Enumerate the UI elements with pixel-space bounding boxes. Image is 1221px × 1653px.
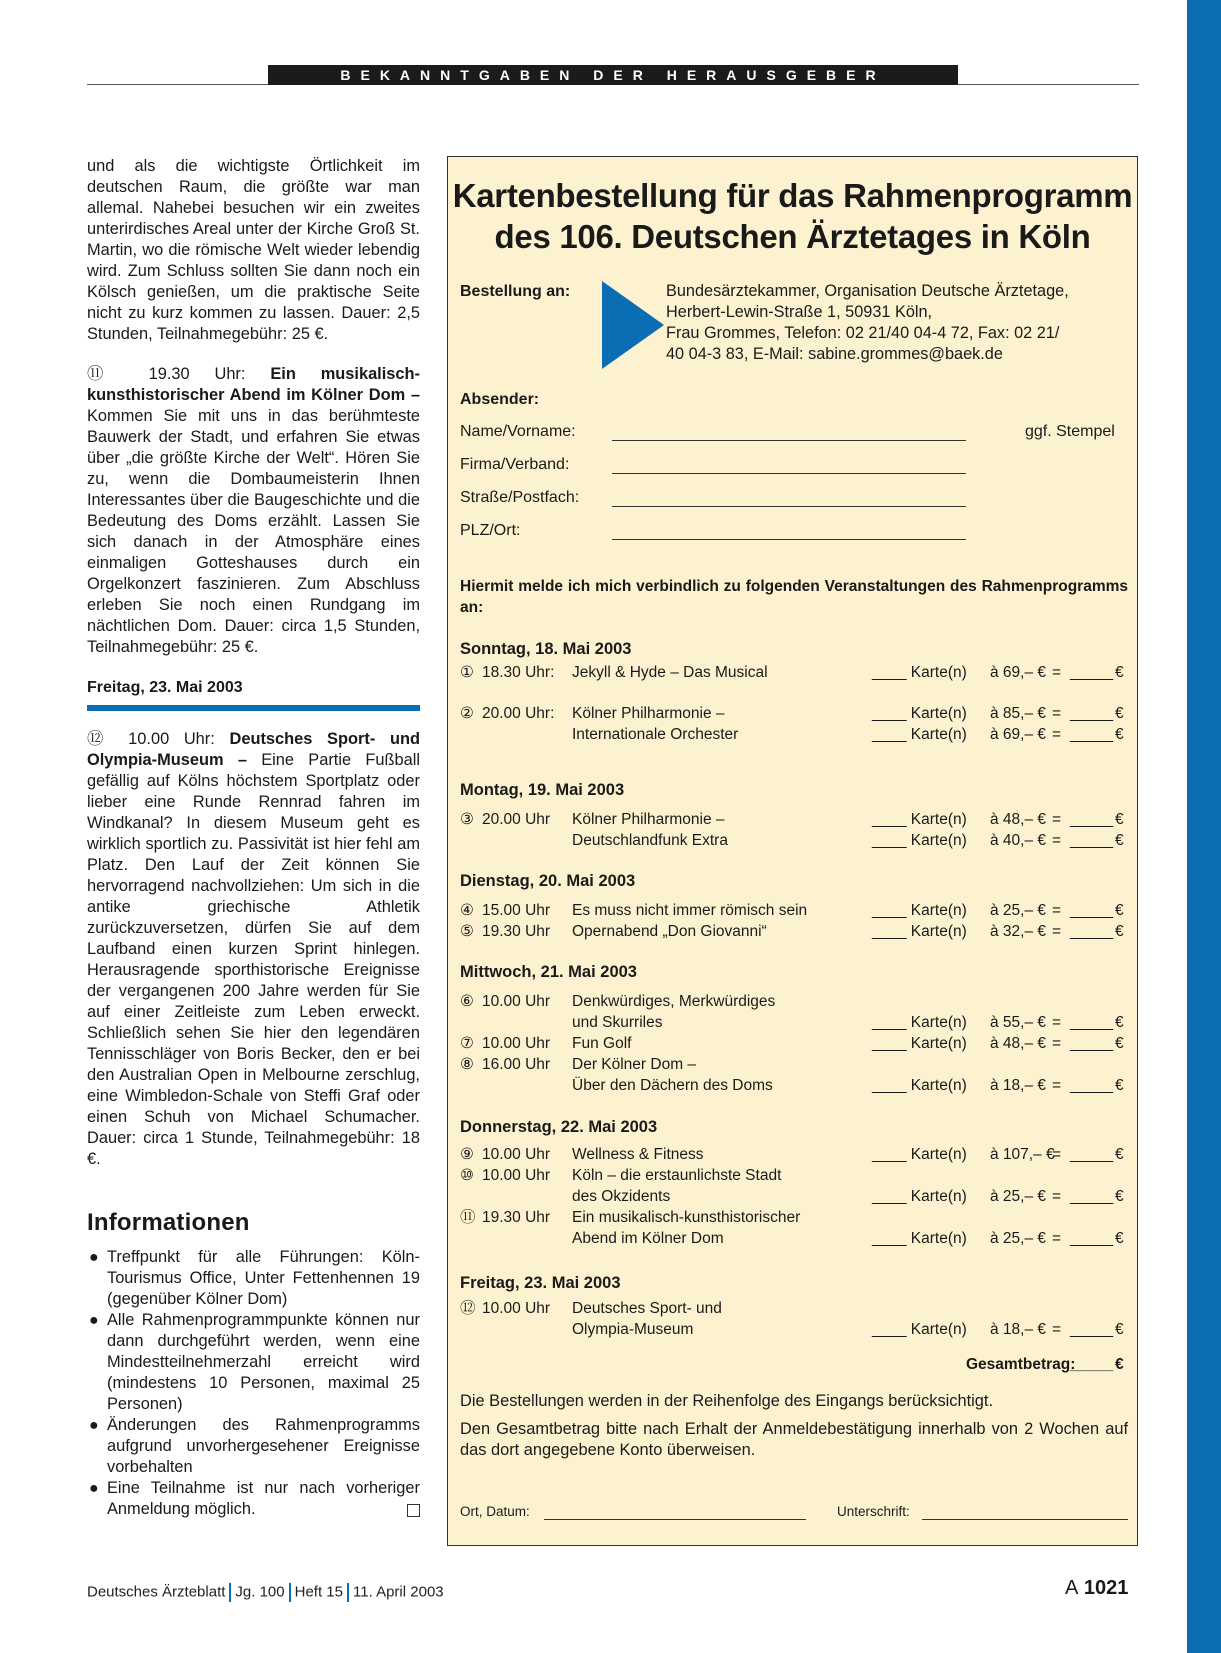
left-column: [87, 156, 420, 1520]
day-heading-rule: [87, 705, 420, 711]
quantity-input[interactable]: ____ Karte(n): [872, 811, 967, 828]
quantity-input[interactable]: ____ Karte(n): [872, 705, 967, 722]
day-title-sunday: Sonntag, 18. Mai 2003: [460, 640, 632, 658]
place-date-field[interactable]: [544, 1519, 806, 1520]
event-row: ③ 20.00 Uhr Kölner Philharmonie – ____ Karte(n) à 48,– € = _____ €: [460, 811, 1124, 828]
day-title-friday: Freitag, 23. Mai 2003: [460, 1274, 621, 1292]
form-title: Kartenbestellung für das Rahmenprogramm des 106. Deutschen Ärztetages in Köln: [452, 177, 1133, 255]
event-row: Deutschlandfunk Extra ____ Karte(n) à 40,– € = _____ €: [572, 832, 1124, 849]
event-row: und Skurriles ____ Karte(n) à 55,– € = _____ €: [572, 1014, 1124, 1031]
order-form: [447, 156, 1138, 1546]
order-address: Bundesärztekammer, Organisation Deutsche Ärztetage, Herbert-Lewin-Straße 1, 50931 Köln, Frau Grommes, Telefon: 02 21/40 04-4 72, Fax: 02 21/ 40 04-3 83, E-Mail: sabine.grommes@baek.de: [666, 282, 1069, 363]
quantity-input[interactable]: ____ Karte(n): [872, 832, 967, 849]
sender-label: Absender:: [460, 391, 540, 408]
info-list: [87, 1247, 420, 1520]
stamp-label: ggf. Stempel: [1025, 423, 1115, 440]
event-time: 19.30 Uhr:: [148, 365, 246, 383]
subtotal-input[interactable]: _____: [1070, 902, 1114, 919]
event-description: Kommen Sie mit uns in das berühmteste Bauwerk der Stadt, und erfahren Sie etwas über „die größte Kirche der Welt“. Hören Sie zu, wenn die Dombaumeisterin Ihnen Interessantes über die Baugeschichte und die Bedeutung des Doms erzählt. Lassen Sie sich danach in der Atmosphäre eines einmaligen Gotteshauses durch ein Orgelkonzert faszinieren. Zum Abschluss erleben Sie noch einen Rundgang im nächtlichen Dom. Dauer: circa 1,5 Stunden, Teilnahmegebühr: 25 €.: [87, 407, 420, 656]
quantity-input[interactable]: ____ Karte(n): [872, 1230, 967, 1247]
street-field[interactable]: [612, 506, 966, 507]
subtotal-input[interactable]: _____: [1070, 1146, 1114, 1163]
section-banner: BEKANNTGABEN DER HERAUSGEBER: [268, 65, 958, 85]
subtotal-input[interactable]: _____: [1070, 1077, 1114, 1094]
field-label-company: Firma/Verband:: [460, 456, 570, 473]
event-row: ④ 15.00 Uhr Es muss nicht immer römisch sein ____ Karte(n) à 25,– € = _____ €: [460, 902, 1124, 919]
end-mark-icon: [407, 1504, 420, 1517]
list-item: ● Änderungen des Rahmenprogramms aufgrund unvorhergesehener Ereignisse vorbehalten: [89, 1416, 420, 1476]
right-edge-bar: [1187, 0, 1221, 1653]
list-item: ● Treffpunkt für alle Führungen: Köln-Tourismus Office, Unter Fettenhennen 19 (gegenüber Kölner Dom): [89, 1248, 420, 1308]
paragraph-event-12: [87, 729, 420, 1170]
event-row: ⑥ 10.00 Uhr Denkwürdiges, Merkwürdiges: [460, 993, 776, 1010]
order-to-label: Bestellung an:: [460, 283, 571, 300]
list-item: ● Alle Rahmenprogrammpunkte können nur dann durchgeführt werden, wenn eine Mindestteilnehmerzahl erreicht wird (mindestens 10 Personen, maximal 25 Personen): [89, 1311, 420, 1413]
journal-name: Deutsches Ärzteblatt: [87, 1583, 226, 1601]
quantity-input[interactable]: ____ Karte(n): [872, 1035, 967, 1052]
event-row: Abend im Kölner Dom ____ Karte(n) à 25,– € = _____ €: [572, 1230, 1124, 1247]
subtotal-input[interactable]: _____: [1070, 832, 1114, 849]
signature-field[interactable]: [922, 1519, 1128, 1520]
day-title-tuesday: Dienstag, 20. Mai 2003: [460, 872, 636, 890]
info-heading: Informationen: [87, 1209, 250, 1236]
quantity-input[interactable]: ____ Karte(n): [872, 1188, 967, 1205]
page-number: A 1021: [1065, 1577, 1129, 1599]
company-field[interactable]: [612, 473, 966, 474]
subtotal-input[interactable]: _____: [1070, 726, 1114, 743]
name-field[interactable]: [612, 440, 966, 441]
event-description: Eine Partie Fußball gefällig auf Kölns höchstem Sportplatz oder lieber eine Runde Rennrad fahren im Windkanal? In diesem Museum geht es wirklich sportlich zu. Passivität ist hier fehl am Platz. Den Lauf der Zeit können Sie hervorragend nachvollziehen: Um sich in die antike griechische Athletik zurückzuversetzen, dürfen Sie auf dem Laufband einen kurzen Sprint hinlegen. Herausragende sporthistorische Ereignisse der vergangenen 200 Jahre werden für Sie auf einer Zeitleiste zum Leben erweckt. Schließlich sehen Sie hier den legendären Tennisschläger von Boris Becker, den er bei den Australian Open in Melbourne zerschlug, eine Wimbledon-Schale von Steffi Graf oder einen Schuh von Michael Schumacher. Dauer: circa 1 Stunde, Teilnahmegebühr: 18 €.: [87, 751, 420, 1168]
issue: Heft 15: [294, 1583, 343, 1601]
event-row: ① 18.30 Uhr: Jekyll & Hyde – Das Musical ____ Karte(n) à 69,– € = _____ €: [460, 664, 1124, 681]
day-title-thursday: Donnerstag, 22. Mai 2003: [460, 1118, 658, 1136]
event-row: ⑨ 10.00 Uhr Wellness & Fitness ____ Karte(n) à 107,– € = _____ €: [460, 1146, 1124, 1163]
subtotal-input[interactable]: _____: [1070, 705, 1114, 722]
city-field[interactable]: [612, 539, 966, 540]
event-row: ⑪ 19.30 Uhr Ein musikalisch-kunsthistorischer: [460, 1209, 801, 1226]
issue-date: 11. April 2003: [353, 1583, 444, 1601]
event-row: ⑫ 10.00 Uhr Deutsches Sport- und: [460, 1300, 722, 1317]
quantity-input[interactable]: ____ Karte(n): [872, 923, 967, 940]
event-number: ⑫: [87, 730, 114, 748]
event-row: ⑤ 19.30 Uhr Opernabend „Don Giovanni“ ____ Karte(n) à 32,– € = _____ €: [460, 923, 1124, 940]
quantity-input[interactable]: ____ Karte(n): [872, 726, 967, 743]
event-title: Ein musikalisch-kunsthistorischer Abend im Kölner Dom –: [87, 365, 420, 404]
event-row: Internationale Orchester ____ Karte(n) à 69,– € = _____ €: [572, 726, 1124, 743]
quantity-input[interactable]: ____ Karte(n): [872, 1321, 967, 1338]
day-title-monday: Montag, 19. Mai 2003: [460, 781, 625, 799]
note-order: Die Bestellungen werden in der Reihenfolge des Eingangs berücksichtigt.: [460, 1392, 994, 1410]
subtotal-input[interactable]: _____: [1070, 811, 1114, 828]
note-payment: Den Gesamtbetrag bitte nach Erhalt der Anmeldebestätigung innerhalb von 2 Wochen auf das dort angegebene Konto überweisen.: [460, 1420, 1128, 1459]
quantity-input[interactable]: ____ Karte(n): [872, 1014, 967, 1031]
subtotal-input[interactable]: _____: [1070, 664, 1114, 681]
quantity-input[interactable]: ____ Karte(n): [872, 1146, 967, 1163]
field-label-street: Straße/Postfach:: [460, 489, 580, 506]
subtotal-input[interactable]: _____: [1070, 1014, 1114, 1031]
event-number: ⑪: [87, 365, 124, 383]
event-row: des Okzidents ____ Karte(n) à 25,– € = _____ €: [572, 1188, 1124, 1205]
event-title: Deutsches Sport- und Olympia-Museum –: [87, 730, 421, 769]
footer: [87, 1583, 444, 1602]
total-row: Gesamtbetrag: _____ €: [966, 1356, 1124, 1373]
total-label: Gesamtbetrag:: [966, 1356, 1076, 1373]
subtotal-input[interactable]: _____: [1070, 1321, 1114, 1338]
paragraph-event-11: [87, 364, 420, 658]
event-row: Olympia-Museum ____ Karte(n) à 18,– € = _____ €: [572, 1321, 1124, 1338]
volume: Jg. 100: [235, 1583, 285, 1601]
subtotal-input[interactable]: _____: [1070, 1035, 1114, 1052]
subtotal-input[interactable]: _____: [1070, 1230, 1114, 1247]
arrow-right-icon: [602, 281, 664, 369]
event-row: Über den Dächern des Doms ____ Karte(n) à 18,– € = _____ €: [572, 1077, 1124, 1094]
signature-label: Unterschrift:: [837, 1504, 910, 1519]
place-date-label: Ort, Datum:: [460, 1504, 530, 1519]
field-label-city: PLZ/Ort:: [460, 522, 521, 539]
event-time: 10.00 Uhr:: [128, 730, 215, 748]
event-row: ⑧ 16.00 Uhr Der Kölner Dom –: [460, 1056, 697, 1073]
total-input[interactable]: _____: [1070, 1356, 1114, 1373]
subtotal-input[interactable]: _____: [1070, 1188, 1114, 1205]
list-item: ● Eine Teilnahme ist nur nach vorheriger Anmeldung möglich.: [89, 1479, 420, 1518]
day-heading: Freitag, 23. Mai 2003: [87, 679, 243, 696]
day-title-wednesday: Mittwoch, 21. Mai 2003: [460, 963, 637, 981]
event-row: ② 20.00 Uhr: Kölner Philharmonie – ____ Karte(n) à 85,– € = _____ €: [460, 705, 1124, 722]
event-row: ⑩ 10.00 Uhr Köln – die erstaunlichste Stadt: [460, 1167, 782, 1184]
quantity-input[interactable]: ____ Karte(n): [872, 902, 967, 919]
field-label-name: Name/Vorname:: [460, 423, 576, 440]
event-row: ⑦ 10.00 Uhr Fun Golf ____ Karte(n) à 48,– € = _____ €: [460, 1035, 1124, 1052]
registration-text: Hiermit melde ich mich verbindlich zu folgenden Veranstaltungen des Rahmenprogramms an:: [460, 578, 1128, 616]
quantity-input[interactable]: ____ Karte(n): [872, 1077, 967, 1094]
paragraph-intro: und als die wichtigste Örtlichkeit im deutschen Raum, die größte war man allemal. Nahebei besuchen wir ein zweites unterirdisches Areal unter der Kirche Groß St. Martin, wo die römische Welt wieder lebendig wird. Zum Schluss sollten Sie dann noch ein Kölsch genießen, um die praktische Seite nicht zu kurz kommen zu lassen. Dauer: 2,5 Stunden, Teilnahmegebühr: 25 €.: [87, 157, 420, 343]
subtotal-input[interactable]: _____: [1070, 923, 1114, 940]
quantity-input[interactable]: ____ Karte(n): [872, 664, 967, 681]
